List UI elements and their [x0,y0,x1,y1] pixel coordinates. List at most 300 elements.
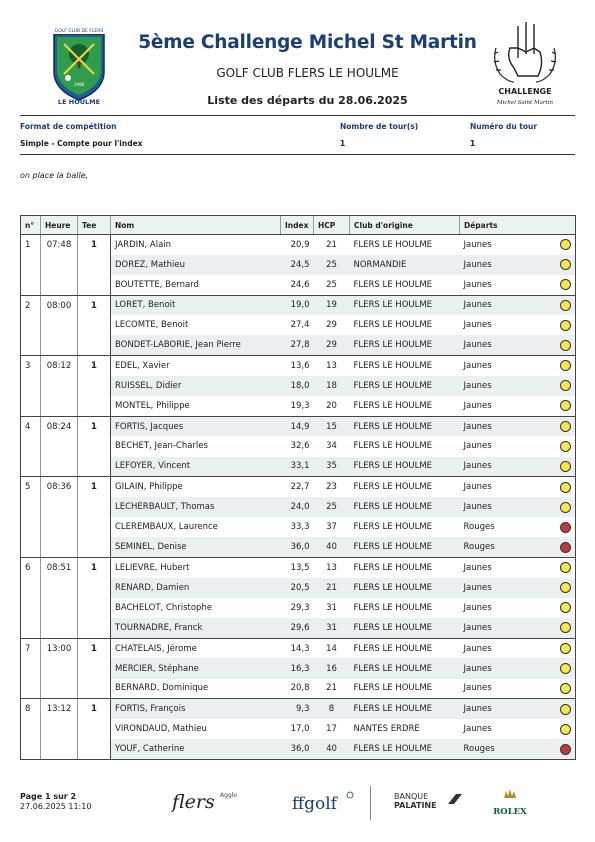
depart-cell [464,683,572,694]
group-number: 1 [21,235,41,255]
group-number [21,578,41,598]
flers-logo-sub: Agglo [220,792,238,799]
depart-cell [464,259,572,270]
start-time [41,497,78,517]
player-depart [460,618,576,638]
player-index: 14,9 [281,416,314,436]
player-depart [460,416,576,436]
tee-ball-icon [560,482,571,493]
player-club: FLERS LE HOULME [353,239,433,250]
start-time [41,376,78,396]
player-index: 19,0 [281,295,314,315]
table-row [21,457,576,477]
table-row [21,295,576,315]
player-index: 13,5 [290,562,310,573]
depart-cell [464,239,572,250]
tee-ball-icon [560,340,571,351]
player-index: 24,0 [281,497,314,517]
group-number: 2 [21,295,41,315]
tee-number [78,578,111,598]
tee-number [78,457,111,477]
col-header-hcp: HCP [314,216,350,235]
player-name: JARDIN, Alain [115,239,172,250]
player-index: 27,8 [281,335,314,355]
player-depart [460,436,576,456]
play-note: on place la balle, [20,171,89,180]
player-index: 16,3 [281,658,314,678]
tee-number [78,598,111,618]
table-row [21,679,576,699]
player-club: FLERS LE HOULME [350,335,460,355]
start-time: 08:36 [41,477,78,497]
group-number [21,658,41,678]
table-row [21,517,576,537]
player-club: FLERS LE HOULME [353,562,433,573]
player-hcp: 40 [314,537,350,557]
tee-number: 1 [78,356,111,376]
player-name: BACHELOT, Christophe [115,602,213,613]
table-row [21,416,576,436]
depart-cell [464,643,572,654]
player-index: 24,5 [281,255,314,275]
challenge-logo [488,18,562,110]
player-index: 17,0 [290,724,310,735]
player-hcp: 37 [326,522,337,533]
player-depart [460,598,576,618]
depart-cell [464,300,572,311]
tee-ball-icon [560,421,571,432]
player-name: CLEREMBAUX, Laurence [115,522,218,533]
player-depart [460,477,576,497]
meta-rule [20,154,575,155]
tee-ball-icon [560,320,571,331]
player-index: 33,1 [281,457,314,477]
player-name: LEFOYER, Vincent [111,457,281,477]
player-club: FLERS LE HOULME [350,679,460,699]
table-row [21,578,576,598]
depart-label: Jaunes [463,340,492,351]
player-club: FLERS LE HOULME [350,658,460,678]
player-index: 14,3 [290,643,310,654]
start-time [41,679,78,699]
tee-number [78,315,111,335]
start-time [41,457,78,477]
player-hcp: 17 [326,724,337,735]
player-hcp: 40 [314,739,350,759]
player-club: FLERS LE HOULME [353,643,433,654]
depart-label: Rouges [463,522,495,533]
depart-label: Jaunes [463,380,492,391]
player-club: FLERS LE HOULME [350,295,460,315]
player-depart [460,699,576,719]
col-header-index: Index [281,216,314,235]
start-time [41,335,78,355]
depart-label: Jaunes [463,704,492,715]
table-row [21,335,576,355]
start-time [41,598,78,618]
depart-cell [464,602,572,613]
player-name: RUISSEL, Didier [111,376,281,396]
table-row [21,739,576,759]
col-header-time: Heure [41,216,78,235]
group-number: 8 [21,699,41,719]
start-time [41,658,78,678]
tee-ball-icon [560,360,571,371]
page-footer [20,786,575,826]
start-time: 08:51 [41,558,78,578]
player-name: EDEL, Xavier [115,360,170,371]
col-header-tee: Tee [78,216,111,235]
player-name: CHATELAIS, Jérome [115,643,197,654]
table-row [21,638,576,658]
group-number: 6 [21,558,41,578]
player-index: 9,3 [281,699,314,719]
start-time [41,315,78,335]
table-row [21,436,576,456]
tee-ball-icon [560,562,571,573]
group-number [21,255,41,275]
table-row [21,598,576,618]
depart-label: Jaunes [463,622,492,633]
depart-cell [464,704,572,715]
group-number [21,335,41,355]
player-index: 24,6 [281,275,314,295]
player-hcp: 31 [314,618,350,638]
player-name: YOUF, Catherine [111,739,281,759]
player-club: FLERS LE HOULME [350,618,460,638]
player-club: FLERS LE HOULME [350,416,460,436]
tee-number [78,517,111,537]
player-hcp: 25 [314,497,350,517]
player-depart [460,658,576,678]
club-logo-year: 1998 [73,82,85,87]
tee-ball-icon [560,744,571,755]
depart-cell [464,421,572,432]
start-time [41,739,78,759]
player-depart [460,497,576,517]
header-rule [20,115,575,116]
depart-label: Jaunes [463,300,492,311]
group-number [21,598,41,618]
player-index: 20,5 [281,578,314,598]
table-row [21,497,576,517]
tee-number: 1 [78,295,111,315]
depart-label: Jaunes [463,239,492,250]
rounds-label: Nombre de tour(s) [340,122,419,131]
table-row [21,477,576,497]
start-time [41,275,78,295]
player-depart [460,719,576,739]
player-club: FLERS LE HOULME [353,320,433,331]
depart-label: Rouges [463,542,495,553]
player-index: 32,6 [290,441,310,452]
tee-ball-icon [560,622,571,633]
tee-ball-icon [560,239,571,250]
rolex-logo [490,786,530,820]
depart-cell [464,279,572,290]
tee-number: 1 [78,699,111,719]
footer-divider [370,786,371,820]
banque-logo-line2: PALATINE [394,801,437,810]
ffgolf-logo [290,786,358,818]
start-list-body [21,235,576,760]
player-index: 13,6 [290,360,310,371]
player-index: 20,9 [290,239,310,250]
group-number [21,679,41,699]
player-hcp: 29 [314,335,350,355]
group-number [21,739,41,759]
start-time [41,517,78,537]
player-index: 29,3 [290,602,310,613]
start-time: 08:00 [41,295,78,315]
depart-label: Jaunes [463,360,492,371]
player-index: 20,8 [281,679,314,699]
player-hcp: 35 [314,457,350,477]
page-title: 5ème Challenge Michel St Martin [138,32,477,53]
format-label: Format de compétition [20,122,117,131]
player-name: BONDET-LABORIE, Jean Pierre [111,335,281,355]
player-depart [460,396,576,416]
table-row [21,275,576,295]
depart-cell [464,482,572,493]
group-number [21,517,41,537]
ffgolf-logo-text: ffgolf [292,794,337,814]
depart-cell [464,582,572,593]
player-depart [460,537,576,557]
table-header-row [21,216,576,235]
table-row [21,558,576,578]
depart-cell [464,744,572,755]
tee-ball-icon [560,300,571,311]
tee-ball-icon [560,461,571,472]
start-time [41,578,78,598]
banque-palatine-logo [392,786,464,816]
player-hcp: 21 [314,679,350,699]
player-name: MERCIER, Stéphane [111,658,281,678]
page-info [20,792,91,812]
player-hcp: 8 [314,699,350,719]
player-club: FLERS LE HOULME [350,275,460,295]
tee-number [78,658,111,678]
round-number-label: Numéro du tour [470,122,538,131]
group-number: 3 [21,356,41,376]
player-depart [460,739,576,759]
table-row [21,618,576,638]
player-hcp: 21 [326,239,337,250]
player-name: LELIEVRE, Hubert [115,562,190,573]
player-hcp: 18 [314,376,350,396]
depart-cell [464,542,572,553]
page-header [20,18,575,112]
player-index: 33,3 [290,522,310,533]
club-logo-bottom-text: LE HOULME [57,98,101,104]
tee-ball-icon [560,683,571,694]
player-name: FORTIS, François [111,699,281,719]
table-row [21,235,576,255]
group-number [21,497,41,517]
tee-ball-icon [560,522,571,533]
player-depart [460,558,576,578]
player-index: 27,4 [290,320,310,331]
start-time [41,255,78,275]
player-hcp: 16 [314,658,350,678]
player-club: FLERS LE HOULME [350,457,460,477]
player-hcp: 21 [314,578,350,598]
player-club: FLERS LE HOULME [350,699,460,719]
group-number [21,618,41,638]
player-name: SEMINEL, Denise [111,537,281,557]
group-number [21,719,41,739]
player-name: LORET, Benoit [111,295,281,315]
depart-cell [464,320,572,331]
player-club: FLERS LE HOULME [353,441,433,452]
table-row [21,396,576,416]
group-number [21,436,41,456]
tee-number [78,618,111,638]
tee-ball-icon [560,400,571,411]
depart-cell [464,502,572,513]
print-date: 27.06.2025 11:10 [20,802,92,811]
group-number: 5 [21,477,41,497]
tee-number: 1 [78,477,111,497]
player-name: FORTIS, Jacques [111,416,281,436]
table-row [21,658,576,678]
player-index: 29,6 [281,618,314,638]
player-hcp: 15 [314,416,350,436]
player-club: FLERS LE HOULME [350,376,460,396]
player-name: VIRONDAUD, Mathieu [115,724,207,735]
format-value: Simple - Compte pour l'index [20,139,143,148]
group-number [21,376,41,396]
table-row [21,719,576,739]
tee-ball-icon [560,582,571,593]
depart-cell [464,380,572,391]
depart-cell [464,400,572,411]
tee-number [78,497,111,517]
player-hcp: 25 [314,255,350,275]
tee-ball-icon [560,602,571,613]
depart-label: Jaunes [463,643,492,654]
player-depart [460,295,576,315]
player-hcp: 34 [326,441,337,452]
challenge-logo-signature: Michel Saint Martin [496,100,554,106]
depart-cell [464,360,572,371]
group-number: 4 [21,416,41,436]
flers-logo-text: flers [172,791,215,813]
page-number: Page 1 sur 2 [20,792,77,801]
table-row [21,376,576,396]
tee-number: 1 [78,235,111,255]
col-header-name: Nom [111,216,281,235]
start-time: 13:00 [41,638,78,658]
tee-number: 1 [78,558,111,578]
table-row [21,255,576,275]
start-time [41,719,78,739]
rounds-value: 1 [340,139,346,148]
depart-label: Jaunes [463,502,492,513]
player-index: 22,7 [290,482,310,493]
player-hcp: 31 [326,602,337,613]
depart-cell [464,622,572,633]
start-time: 13:12 [41,699,78,719]
table-row [21,315,576,335]
col-header-depart: Départs [460,216,576,235]
tee-ball-icon [560,643,571,654]
tee-ball-icon [560,259,571,270]
player-name: BOUTETTE, Bernard [111,275,281,295]
tee-number [78,739,111,759]
player-name: RENARD, Damien [111,578,281,598]
tee-number: 1 [78,638,111,658]
start-time [41,396,78,416]
depart-cell [464,663,572,674]
player-depart [460,255,576,275]
player-index: 36,0 [281,739,314,759]
player-hcp: 25 [314,275,350,295]
player-depart [460,517,576,537]
group-number [21,275,41,295]
start-time [41,436,78,456]
depart-label: Jaunes [463,400,492,411]
tee-number [78,335,111,355]
depart-label: Jaunes [463,320,492,331]
player-depart [460,578,576,598]
player-depart [460,376,576,396]
banque-logo-line1: BANQUE [394,792,429,801]
tee-number [78,436,111,456]
depart-label: Rouges [463,744,495,755]
tee-number [78,396,111,416]
player-name: LECHERBAULT, Thomas [111,497,281,517]
depart-cell [464,562,572,573]
player-club: NANTES ERDRE [353,724,420,735]
player-club: FLERS LE HOULME [353,482,433,493]
group-number [21,537,41,557]
depart-label: Jaunes [463,279,492,290]
player-club: FLERS LE HOULME [350,537,460,557]
round-number-value: 1 [470,139,476,148]
player-name: GILAIN, Philippe [115,482,183,493]
depart-label: Jaunes [463,683,492,694]
depart-label: Jaunes [463,461,492,472]
club-logo-top-text: GOLF CLUB DE FLERS [54,29,104,34]
tee-ball-icon [560,279,571,290]
player-hcp: 29 [326,320,337,331]
depart-label: Jaunes [463,562,492,573]
start-list-table [20,215,576,760]
depart-cell [464,340,572,351]
tee-ball-icon [560,663,571,674]
player-hcp: 13 [326,360,337,371]
player-club: FLERS LE HOULME [353,602,433,613]
player-hcp: 19 [314,295,350,315]
player-name: LECOMTE, Benoit [115,320,189,331]
player-index: 18,0 [281,376,314,396]
player-name: BECHET, Jean-Charles [115,441,208,452]
tee-number [78,679,111,699]
depart-cell [464,441,572,452]
start-time: 08:24 [41,416,78,436]
player-name: MONTEL, Philippe [111,396,281,416]
depart-label: Jaunes [463,724,492,735]
table-row [21,699,576,719]
start-time: 08:12 [41,356,78,376]
tee-number [78,255,111,275]
start-time: 07:48 [41,235,78,255]
rolex-logo-text: ROLEX [493,807,527,817]
start-time [41,618,78,638]
player-club: NORMANDIE [350,255,460,275]
